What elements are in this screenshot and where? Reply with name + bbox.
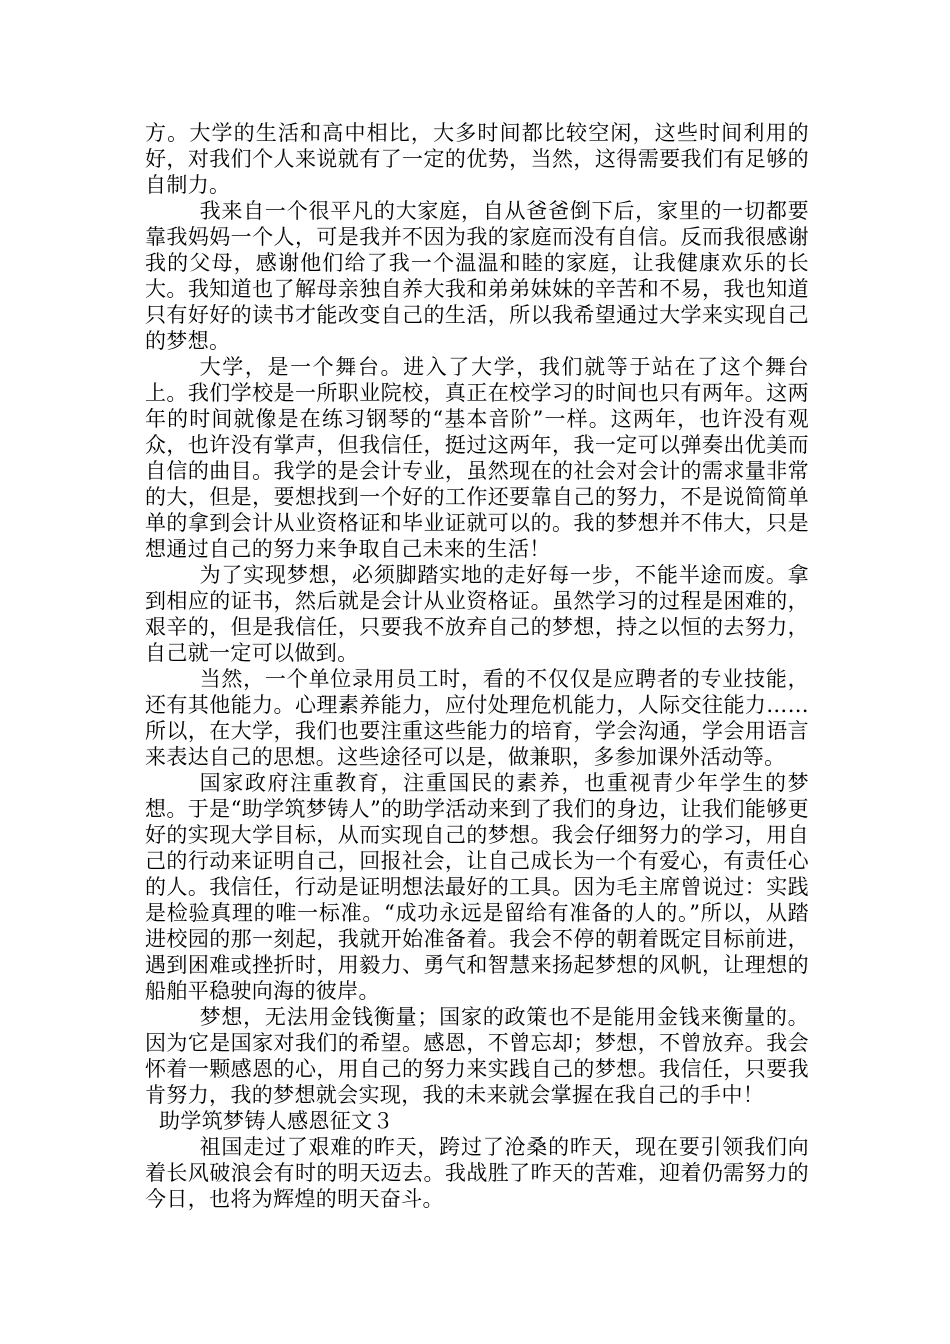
paragraph-final: 祖国走过了艰难的昨天，跨过了沧桑的昨天，现在要引领我们向着长风破浪会有时的明天迈去。我战胜了昨天的苦难，迎着仍需努力的今日，也将为辉煌的明天奋斗。 <box>145 1135 809 1211</box>
paragraph-6: 国家政府注重教育，注重国民的素养，也重视青少年学生的梦想。于是“助学筑梦铸人”的助学活动来到了我们的身边，让我们能够更好的实现大学目标，从而实现自己的梦想。我会仔细努力的学习，用自己的行动来证明自己，回报社会，让自己成长为一个有爱心，有责任心的人。我信任，行动是证明想法最好的工具。因为毛主席曾说过：实践是检验真理的唯一标准。“成功永远是留给有准备的人的。”所以，从踏进校园的那一刻起，我就开始准备着。我会不停的朝着既定目标前进，遇到困难或挫折时，用毅力、勇气和智慧来扬起梦想的风帆，让理想的船舶平稳驶向海的彼岸。 <box>145 771 809 1003</box>
paragraph-7: 梦想，无法用金钱衡量；国家的政策也不是能用金钱来衡量的。因为它是国家对我们的希望。感恩，不曾忘却；梦想，不曾放弃。我会怀着一颗感恩的心，用自己的努力来实践自己的梦想。我信任，只要我肯努力，我的梦想就会实现，我的未来就会掌握在我自己的手中！ <box>145 1005 809 1107</box>
paragraph-4: 为了实现梦想，必须脚踏实地的走好每一步，不能半途而废。拿到相应的证书，然后就是会计从业资格证。虽然学习的过程是困难的，艰辛的，但是我信任，只要我不放弃自己的梦想，持之以恒的去努力，自己就一定可以做到。 <box>145 563 809 665</box>
paragraph-2: 我来自一个很平凡的大家庭，自从爸爸倒下后，家里的一切都要靠我妈妈一个人，可是我并不因为我的家庭而没有自信。反而我很感谢我的父母，感谢他们给了我一个温温和睦的家庭，让我健康欢乐的长大。我知道也了解母亲独自养大我和弟弟妹妹的辛苦和不易，我也知道只有好好的读书才能改变自己的生活，所以我希望通过大学来实现自己的梦想。 <box>145 199 809 353</box>
paragraph-5: 当然，一个单位录用员工时，看的不仅仅是应聘者的专业技能，还有其他能力。心理素养能力，应付处理危机能力，人际交往能力……所以，在大学，我们也要注重这些能力的培育，学会沟通，学会用语言来表达自己的思想。这些途径可以是，做兼职，多参加课外活动等。 <box>145 667 809 769</box>
paragraph-3: 大学，是一个舞台。进入了大学，我们就等于站在了这个舞台上。我们学校是一所职业院校，真正在校学习的时间也只有两年。这两年的时间就像是在练习钢琴的“基本音阶”一样。这两年，也许没有观众，也许没有掌声，但我信任，挺过这两年，我一定可以弹奏出优美而自信的曲目。我学的是会计专业，虽然现在的社会对会计的需求量非常的大，但是，要想找到一个好的工作还要靠自己的努力，不是说简简单单的拿到会计从业资格证和毕业证就可以的。我的梦想并不伟大，只是想通过自己的努力来争取自己未来的生活！ <box>145 355 809 561</box>
section-heading: 助学筑梦铸人感恩征文３ <box>159 1109 394 1133</box>
paragraph-1: 方。大学的生活和高中相比，大多时间都比较空闲，这些时间利用的好，对我们个人来说就有了一定的优势，当然，这得需要我们有足够的自制力。 <box>145 121 809 197</box>
document-body <box>145 120 809 1212</box>
